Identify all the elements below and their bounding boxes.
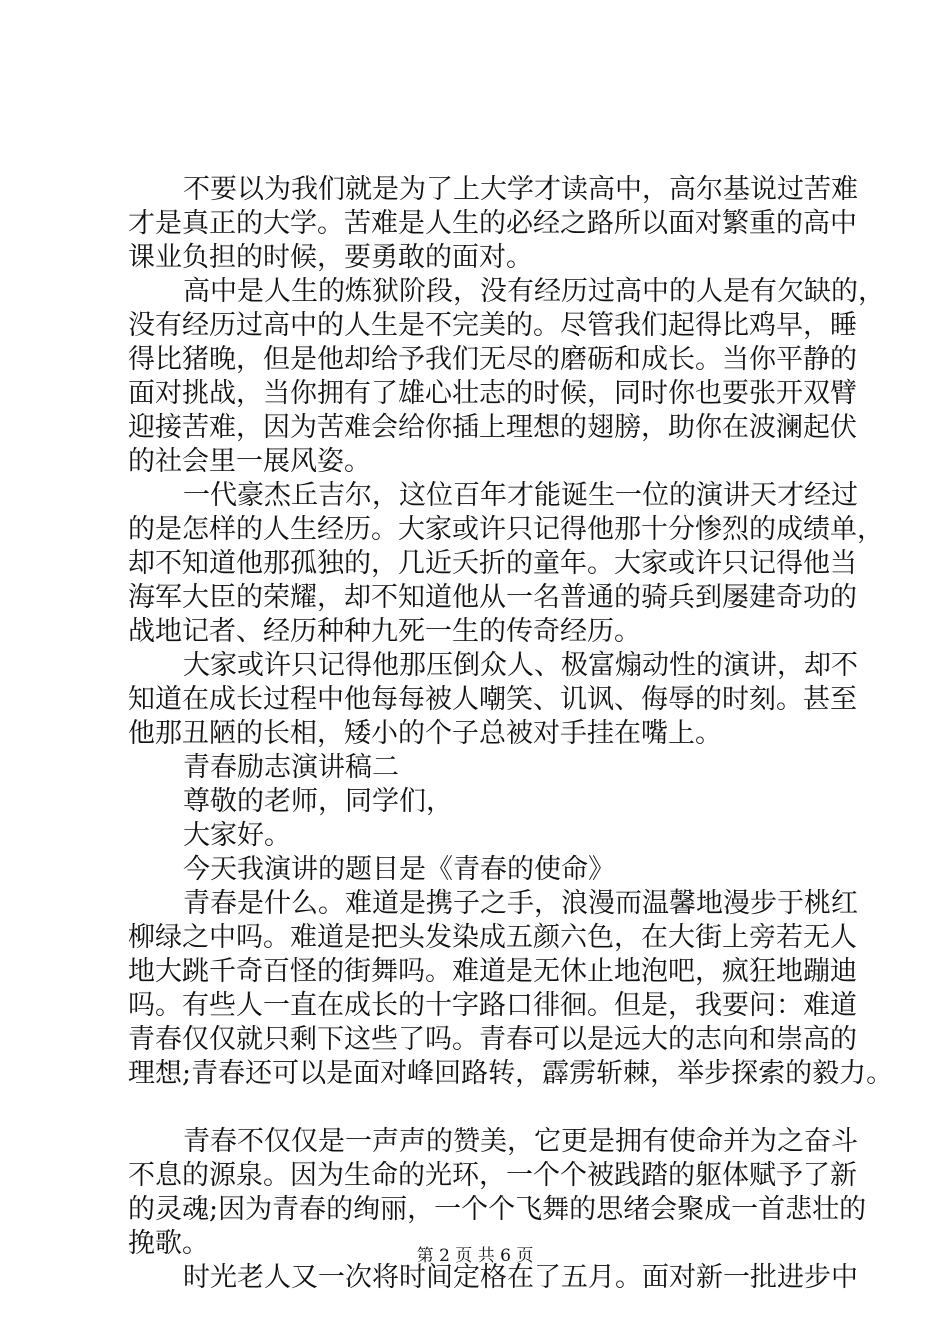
text-line: 青春不仅仅是一声声的赞美，它更是拥有使命并为之奋斗 bbox=[183, 1126, 858, 1157]
text-line: 才是真正的大学。苦难是人生的必经之路所以面对繁重的高中 bbox=[128, 208, 857, 239]
greeting-line: 大家好。 bbox=[183, 820, 291, 851]
speech-topic-line: 今天我演讲的题目是《青春的使命》 bbox=[183, 854, 615, 885]
section-heading: 青春励志演讲稿二 bbox=[183, 752, 399, 783]
text-line: 地大跳千奇百怪的街舞吗。难道是无休止地泡吧，疯狂地蹦迪 bbox=[128, 956, 857, 987]
text-line: 的社会里一展风姿。 bbox=[128, 446, 371, 477]
text-line: 不要以为我们就是为了上大学才读高中，高尔基说过苦难 bbox=[183, 174, 858, 205]
text-line: 吗。有些人一直在成长的十字路口徘徊。但是，我要问：难道 bbox=[128, 990, 857, 1021]
text-line: 高中是人生的炼狱阶段，没有经历过高中的人是有欠缺的， bbox=[183, 276, 885, 307]
text-line: 柳绿之中吗。难道是把头发染成五颜六色，在大街上旁若无人 bbox=[128, 922, 857, 953]
text-line: 的是怎样的人生经历。大家或许只记得他那十分惨烈的成绩单， bbox=[128, 514, 884, 545]
text-line: 知道在成长过程中他每每被人嘲笑、讥讽、侮辱的时刻。甚至 bbox=[128, 684, 857, 715]
text-line: 青春仅仅就只剩下这些了吗。青春可以是远大的志向和崇高的 bbox=[128, 1024, 857, 1055]
text-line: 大家或许只记得他那压倒众人、极富煽动性的演讲，却不 bbox=[183, 650, 858, 681]
salutation-line: 尊敬的老师，同学们， bbox=[183, 786, 453, 817]
text-line: 理想;青春还可以是面对峰回路转，霹雳斩棘，举步探索的毅力。 bbox=[128, 1058, 894, 1089]
text-line: 他那丑陋的长相，矮小的个子总被对手挂在嘴上。 bbox=[128, 718, 722, 749]
text-line: 时光老人又一次将时间定格在了五月。面对新一批进步中 bbox=[183, 1262, 858, 1293]
text-line: 课业负担的时候，要勇敢的面对。 bbox=[128, 242, 533, 273]
text-line: 却不知道他那孤独的，几近夭折的童年。大家或许只记得他当 bbox=[128, 548, 857, 579]
text-line: 一代豪杰丘吉尔，这位百年才能诞生一位的演讲天才经过 bbox=[183, 480, 858, 511]
text-line: 得比猪晚，但是他却给予我们无尽的磨砺和成长。当你平静的 bbox=[128, 344, 857, 375]
text-line: 的灵魂;因为青春的绚丽，一个个飞舞的思绪会聚成一首悲壮的 bbox=[128, 1194, 867, 1225]
text-line: 挽歌。 bbox=[128, 1228, 209, 1259]
text-line: 不息的源泉。因为生命的光环，一个个被践踏的躯体赋予了新 bbox=[128, 1160, 857, 1191]
text-line: 没有经历过高中的人生是不完美的。尽管我们起得比鸡早，睡 bbox=[128, 310, 857, 341]
text-line: 战地记者、经历种种九死一生的传奇经历。 bbox=[128, 616, 641, 647]
text-line: 迎接苦难，因为苦难会给你插上理想的翅膀，助你在波澜起伏 bbox=[128, 412, 857, 443]
page-number-footer: 第 2 页 共 6 页 bbox=[416, 1246, 534, 1266]
text-line: 面对挑战，当你拥有了雄心壮志的时候，同时你也要张开双臂 bbox=[128, 378, 857, 409]
text-line: 海军大臣的荣耀，却不知道他从一名普通的骑兵到屡建奇功的 bbox=[128, 582, 857, 613]
text-line: 青春是什么。难道是携子之手，浪漫而温馨地漫步于桃红 bbox=[183, 888, 858, 919]
